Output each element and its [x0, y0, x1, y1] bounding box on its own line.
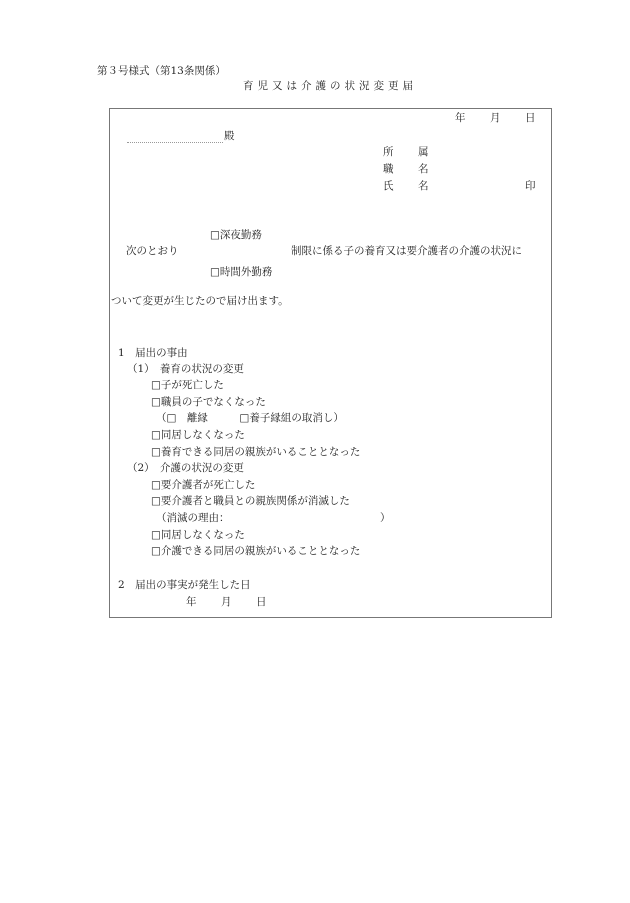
date-month-label: 月	[490, 112, 501, 124]
affiliation-label-1: 所	[383, 146, 394, 158]
checkbox-child-died[interactable]: □子が死亡した	[151, 379, 224, 391]
date-day-label: 日	[525, 112, 536, 124]
form-number: 第３号様式（第13条関係）	[97, 65, 226, 77]
addressee-dotted-field[interactable]	[127, 132, 223, 143]
occurrence-day-label: 日	[256, 596, 267, 608]
addressee-suffix: 殿	[224, 130, 235, 142]
sub2-heading: （2） 介護の状況の変更	[127, 462, 244, 474]
addressee-line[interactable]	[127, 129, 235, 143]
checkbox-relative-can-care[interactable]: □介護できる同居の親族がいることとなった	[151, 545, 361, 557]
reason-label: （消滅の理由：	[156, 512, 230, 524]
statement-continuation: ついて変更が生じたので届け出ます。	[111, 295, 289, 307]
name-label-2: 名	[418, 180, 429, 192]
checkbox-no-cohabitation-2[interactable]: □同居しなくなった	[151, 529, 245, 541]
checkbox-relative-can-raise[interactable]: □養育できる同居の親族がいることとなった	[151, 446, 361, 458]
position-label-2: 名	[418, 163, 429, 175]
checkbox-relation-ended[interactable]: □要介護者と職員との親族関係が消滅した	[151, 495, 350, 507]
date-year-label: 年	[455, 112, 466, 124]
checkbox-no-longer-child[interactable]: □職員の子でなくなった	[151, 396, 266, 408]
checkbox-no-cohabitation-1[interactable]: □同居しなくなった	[151, 429, 245, 441]
statement-prefix: 次のとおり	[126, 245, 179, 257]
occurrence-month-label: 月	[221, 596, 232, 608]
form-title: 育児又は介護の状況変更届	[243, 80, 417, 92]
checkbox-overtime-work[interactable]: □時間外勤務	[210, 266, 273, 278]
name-label-1: 氏	[383, 180, 394, 192]
checkbox-divorce-adoption[interactable]: （□ 離縁 □養子縁組の取消し）	[156, 412, 344, 424]
occurrence-year-label: 年	[186, 596, 197, 608]
position-label-1: 職	[383, 163, 394, 175]
checkbox-night-work[interactable]: □深夜勤務	[210, 229, 262, 241]
section1-heading: 1 届出の事由	[118, 347, 188, 359]
checkbox-care-recipient-died[interactable]: □要介護者が死亡した	[151, 479, 256, 491]
section2-heading: 2 届出の事実が発生した日	[118, 579, 251, 591]
sub1-heading: （1） 養育の状況の変更	[127, 363, 244, 375]
reason-close: ）	[380, 512, 391, 524]
seal-mark: 印	[525, 180, 536, 192]
affiliation-label-2: 属	[418, 146, 429, 158]
statement-middle: 制限に係る子の養育又は要介護者の介護の状況に	[291, 245, 522, 257]
